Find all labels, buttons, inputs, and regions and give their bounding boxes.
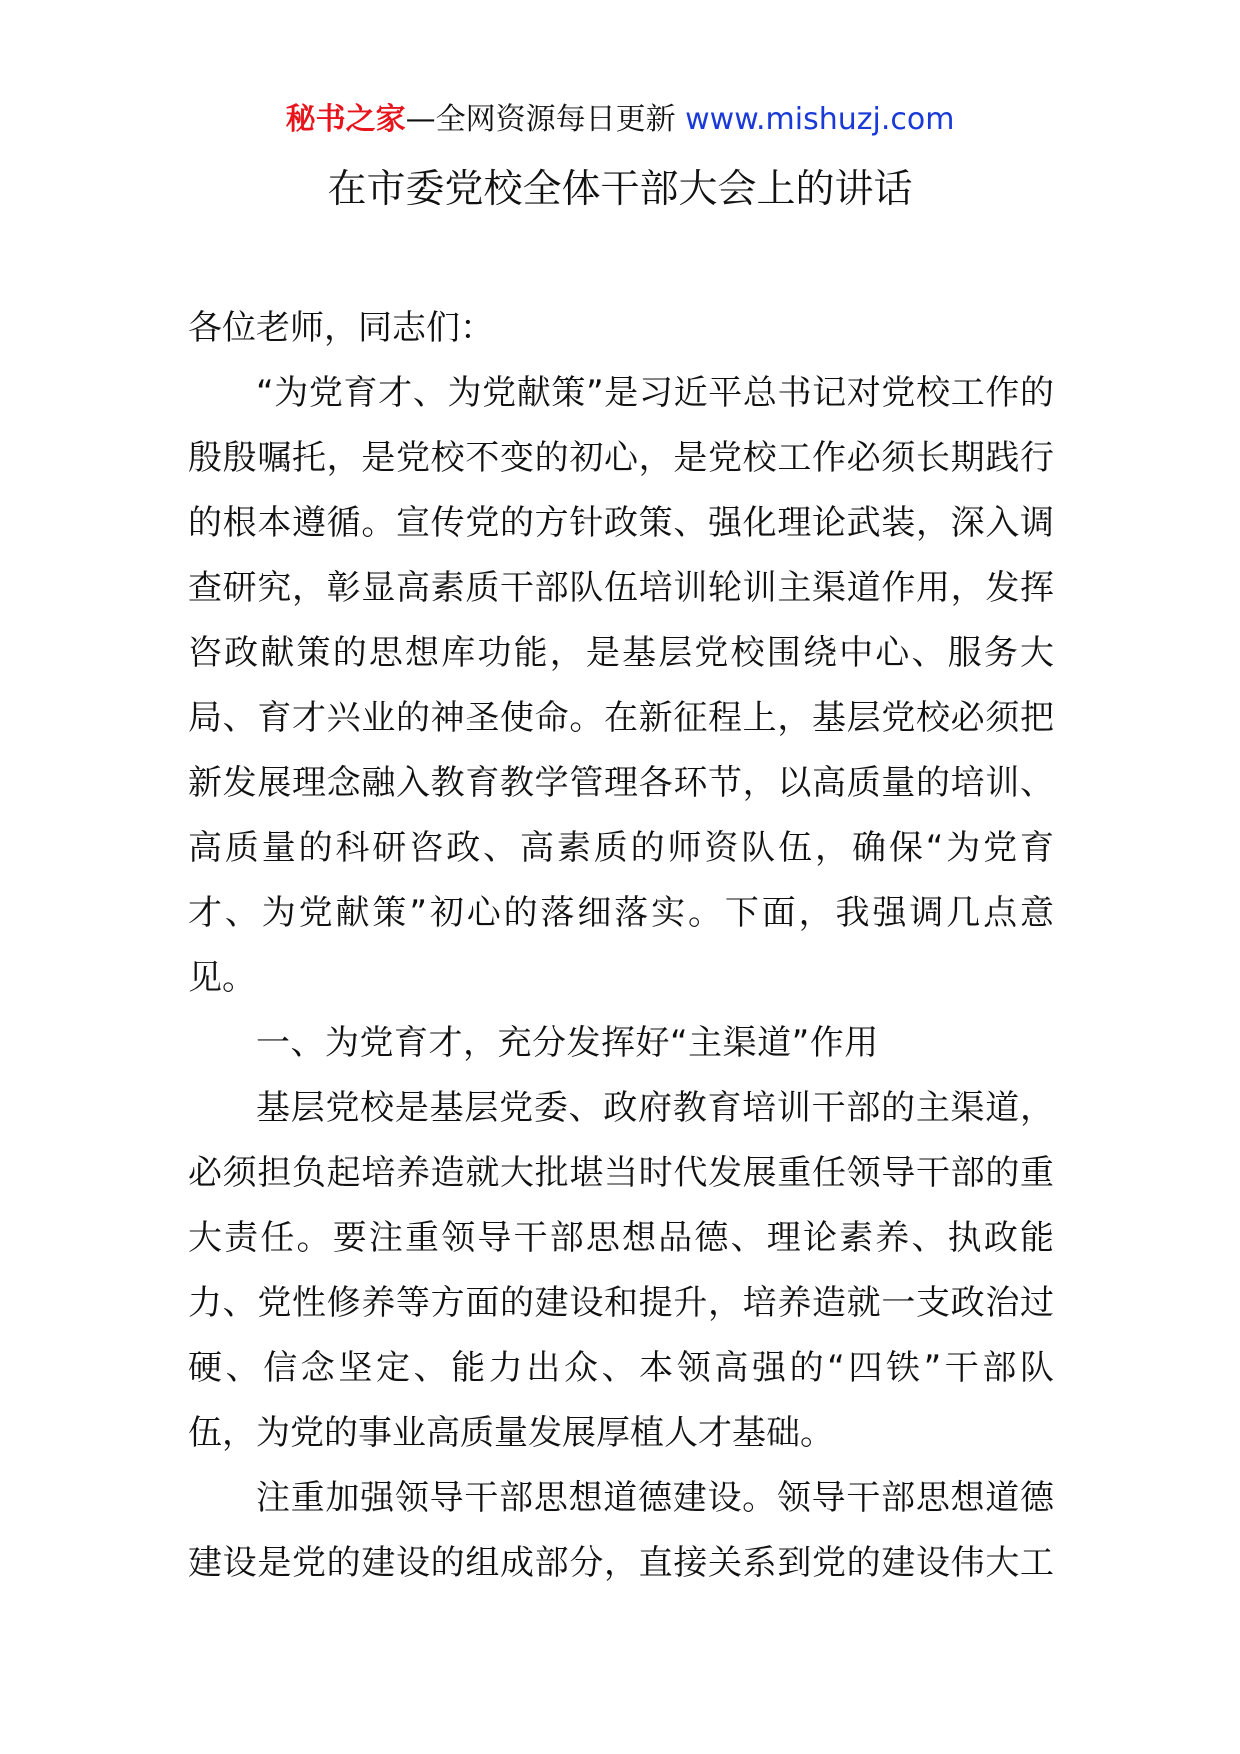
paragraph-line: 的根本遵循。宣传党的方针政策、强化理论武装，深入调 — [188, 503, 1054, 543]
paragraph-line: 殷殷嘱托，是党校不变的初心，是党校工作必须长期践行 — [188, 438, 1054, 478]
paragraph-line: 基层党校是基层党委、政府教育培训干部的主渠道， — [256, 1088, 1054, 1128]
document-body — [188, 296, 1054, 1596]
paragraph-line: “为党育才、为党献策”是习近平总书记对党校工作的 — [256, 373, 1054, 413]
site-url-link[interactable]: www.mishuzj.com — [685, 102, 955, 137]
paragraph-line: 咨政献策的思想库功能，是基层党校围绕中心、服务大 — [188, 633, 1054, 673]
brand-name: 秘书之家 — [285, 102, 406, 137]
site-header — [0, 100, 1240, 140]
paragraph-line: 局、育才兴业的神圣使命。在新征程上，基层党校必须把 — [188, 698, 1054, 738]
section-heading: 一、为党育才，充分发挥好“主渠道”作用 — [256, 1023, 879, 1063]
header-tagline: —全网资源每日更新 — [405, 102, 686, 137]
paragraph-line: 才、为党献策”初心的落细落实。下面，我强调几点意 — [188, 893, 1054, 933]
paragraph-line: 必须担负起培养造就大批堪当时代发展重任领导干部的重 — [188, 1153, 1054, 1193]
paragraph-line: 硬、信念坚定、能力出众、本领高强的“四铁”干部队 — [188, 1348, 1054, 1388]
paragraph-line: 注重加强领导干部思想道德建设。领导干部思想道德 — [256, 1478, 1054, 1518]
document-title: 在市委党校全体干部大会上的讲话 — [327, 167, 913, 212]
paragraph-line: 见。 — [188, 958, 256, 998]
paragraph-line: 新发展理念融入教育教学管理各环节，以高质量的培训、 — [188, 763, 1054, 803]
paragraph-line: 大责任。要注重领导干部思想品德、理论素养、执政能 — [188, 1218, 1054, 1258]
salutation-line: 各位老师，同志们： — [188, 308, 494, 348]
paragraph-line: 建设是党的建设的组成部分，直接关系到党的建设伟大工 — [188, 1543, 1054, 1583]
paragraph-line: 查研究，彰显高素质干部队伍培训轮训主渠道作用，发挥 — [188, 568, 1054, 608]
paragraph-line: 高质量的科研咨政、高素质的师资队伍，确保“为党育 — [188, 828, 1054, 868]
paragraph-line: 力、党性修养等方面的建设和提升，培养造就一支政治过 — [188, 1283, 1054, 1323]
paragraph-line: 伍，为党的事业高质量发展厚植人才基础。 — [188, 1413, 834, 1453]
